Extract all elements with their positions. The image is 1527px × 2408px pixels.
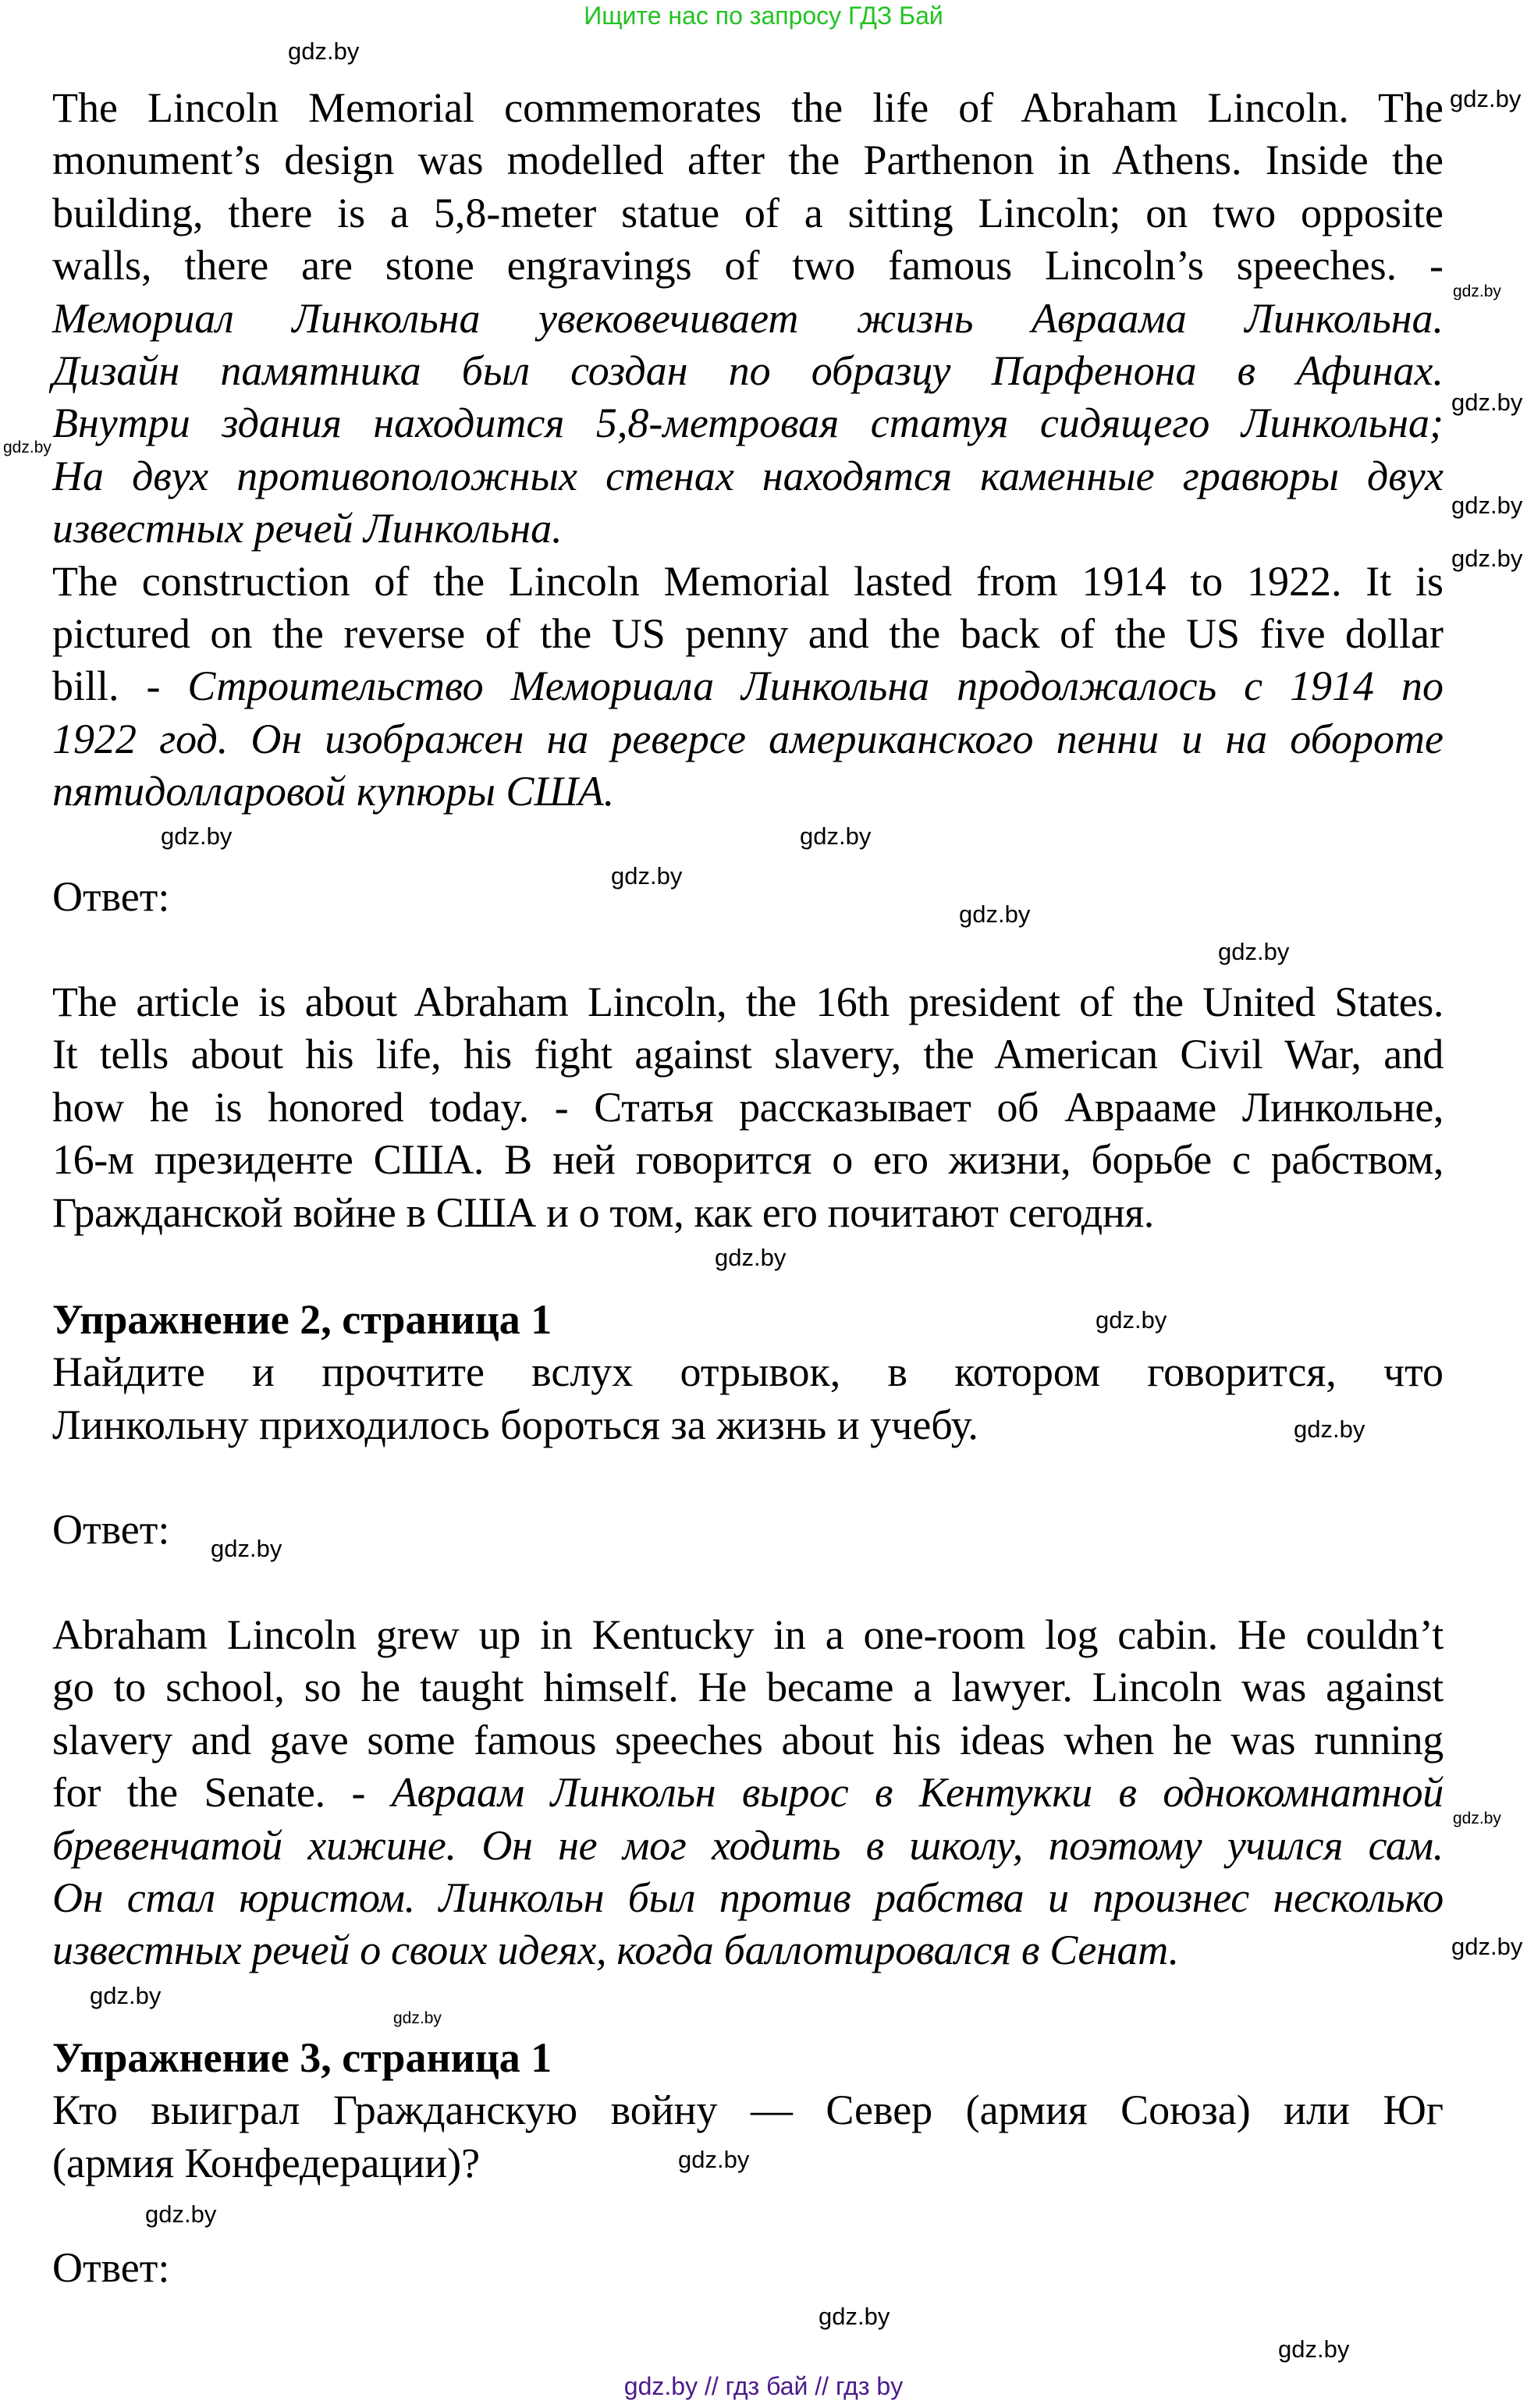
russian-translation: Дизайн памятника был создан по образцу Парфенона в Афинах. [52,346,1444,394]
text-line [52,660,1444,712]
exercise-title: Упражнение 3, страница 1 [52,2034,552,2081]
text-line: The article is about Abraham Lincoln, the 16th president of the United States. [52,978,1444,1025]
watermark: gdz.by [1451,545,1523,572]
english-text: slavery and gave some famous speeches about his ideas when he was running [52,1716,1444,1763]
watermark: gdz.by [393,2009,442,2027]
text-line [52,713,1444,765]
watermark: gdz.by [3,439,51,456]
text-line [52,608,1444,660]
text-line [52,1767,1444,1819]
russian-translation: 1922 год. Он изображен на реверсе американского пенни и на обороте [52,715,1444,762]
russian-translation: известных речей Линкольна. [52,505,563,552]
text-line [52,503,563,555]
russian-translation: Авраам Линкольн вырос в Кентукки в однокомнатной [391,1769,1444,1817]
watermark: gdz.by [1451,1933,1523,1960]
english-text: walls, there are stone engravings of two famous Lincoln’s speeches. - [52,242,1444,289]
text-line: how he is honored today. - Статья рассказывает об Аврааме Линкольне, [52,1083,1444,1131]
watermark: gdz.by [1278,2335,1350,2363]
text-line [52,1661,1444,1714]
russian-translation: пятидолларовой купюры США. [52,768,615,815]
english-text: bill. - [52,662,188,710]
text-line [52,1820,1444,1872]
russian-translation: Мемориал Линкольна увековечивает жизнь Авраама Линкольна. [52,294,1444,342]
text-line [52,240,1444,292]
watermark: gdz.by [1451,389,1523,416]
text-line [52,187,1444,240]
watermark: gdz.by [1096,1306,1167,1334]
footer-links [0,2371,1527,2402]
text-line [52,556,1444,608]
answer-label: Ответ: [52,2244,170,2291]
text-line [52,397,1444,449]
text-line: Линкольну приходилось бороться за жизнь и учебу. [52,1401,978,1448]
watermark: gdz.by [1451,492,1523,519]
english-text: building, there is a 5,8-meter statue of a sitting Lincoln; on two opposite [52,189,1444,236]
text-line [52,1924,1179,1976]
watermark: gdz.by [90,1982,162,2009]
text-line [52,1714,1444,1767]
exercise-title: Упражнение 2, страница 1 [52,1296,552,1343]
english-text: Abraham Lincoln grew up in Kentucky in a one-room log cabin. He couldn’t [52,1611,1444,1658]
text-line [52,134,1444,186]
exercise-2 [52,1294,1444,1451]
watermark: gdz.by [1218,938,1290,965]
english-text: monument’s design was modelled after the Parthenon in Athens. Inside the [52,137,1444,184]
watermark: gdz.by [1453,1810,1501,1827]
footer-text: gdz.by // гдз бай // гдз by [623,2372,904,2400]
text-line: Кто выиграл Гражданскую войну — Север (армия Союза) или Юг [52,2087,1444,2134]
russian-translation: известных речей о своих идеях, когда баллотировался в Сенат. [52,1927,1179,1974]
watermark: gdz.by [800,822,872,850]
russian-translation: Он стал юристом. Линкольн был против рабства и произнес несколько [52,1873,1444,1921]
text-line: Гражданской войне в США и о том, как его почитают сегодня. [52,1188,1154,1236]
text-line [52,82,1444,134]
watermark: gdz.by [611,862,683,890]
watermark: gdz.by [959,900,1031,928]
text-line [52,293,1444,345]
answer-2 [52,1609,1444,1977]
text-line [52,345,1444,397]
watermark: gdz.by [819,2303,890,2330]
answer-1 [52,976,1444,1239]
russian-translation: На двух противоположных стенах находятся каменные гравюры двух [52,452,1444,499]
english-text: The Lincoln Memorial commemorates the life of Abraham Lincoln. The [52,84,1444,131]
search-hint-header [0,0,1527,31]
text-line: Найдите и прочтите вслух отрывок, в котором говорится, что [52,1348,1444,1396]
reading-text [52,82,1444,818]
watermark: gdz.by [715,1244,787,1271]
text-line [52,1872,1444,1924]
answer-label: Ответ: [52,1506,170,1553]
russian-translation: бревенчатой хижине. Он не мог ходить в школу, поэтому учился сам. [52,1821,1444,1869]
watermark: gdz.by [145,2200,217,2228]
russian-translation: Внутри здания находится 5,8-метровая статуя сидящего Линкольна; [52,400,1444,447]
answer-label: Ответ: [52,873,170,920]
text-line: It tells about his life, his fight against slavery, the American Civil War, and [52,1031,1444,1078]
english-text: go to school, so he taught himself. He became a lawyer. Lincoln was against [52,1664,1444,1711]
watermark: gdz.by [1294,1415,1365,1443]
text-line [52,450,1444,503]
watermark: gdz.by [211,1535,282,1562]
text-line: (армия Конфедерации)? [52,2139,481,2186]
english-text: pictured on the reverse of the US penny and the back of the US five dollar [52,609,1444,657]
watermark: gdz.by [678,2146,750,2173]
watermark: gdz.by [161,822,233,850]
text-line [52,765,614,818]
english-text: for the Senate. - [52,1769,392,1817]
watermark: gdz.by [1453,282,1501,300]
watermark: gdz.by [288,37,360,65]
russian-translation: Строительство Мемориала Линкольна продолжалось с 1914 по [187,662,1444,710]
search-hint-text: Ищите нас по запросу ГДЗ Бай [584,2,943,30]
english-text: The construction of the Lincoln Memorial lasted from 1914 to 1922. It is [52,557,1444,605]
text-line [52,1609,1444,1661]
text-line: 16-м президенте США. В ней говорится о его жизни, борьбе с рабством, [52,1136,1444,1184]
watermark: gdz.by [1450,85,1522,112]
